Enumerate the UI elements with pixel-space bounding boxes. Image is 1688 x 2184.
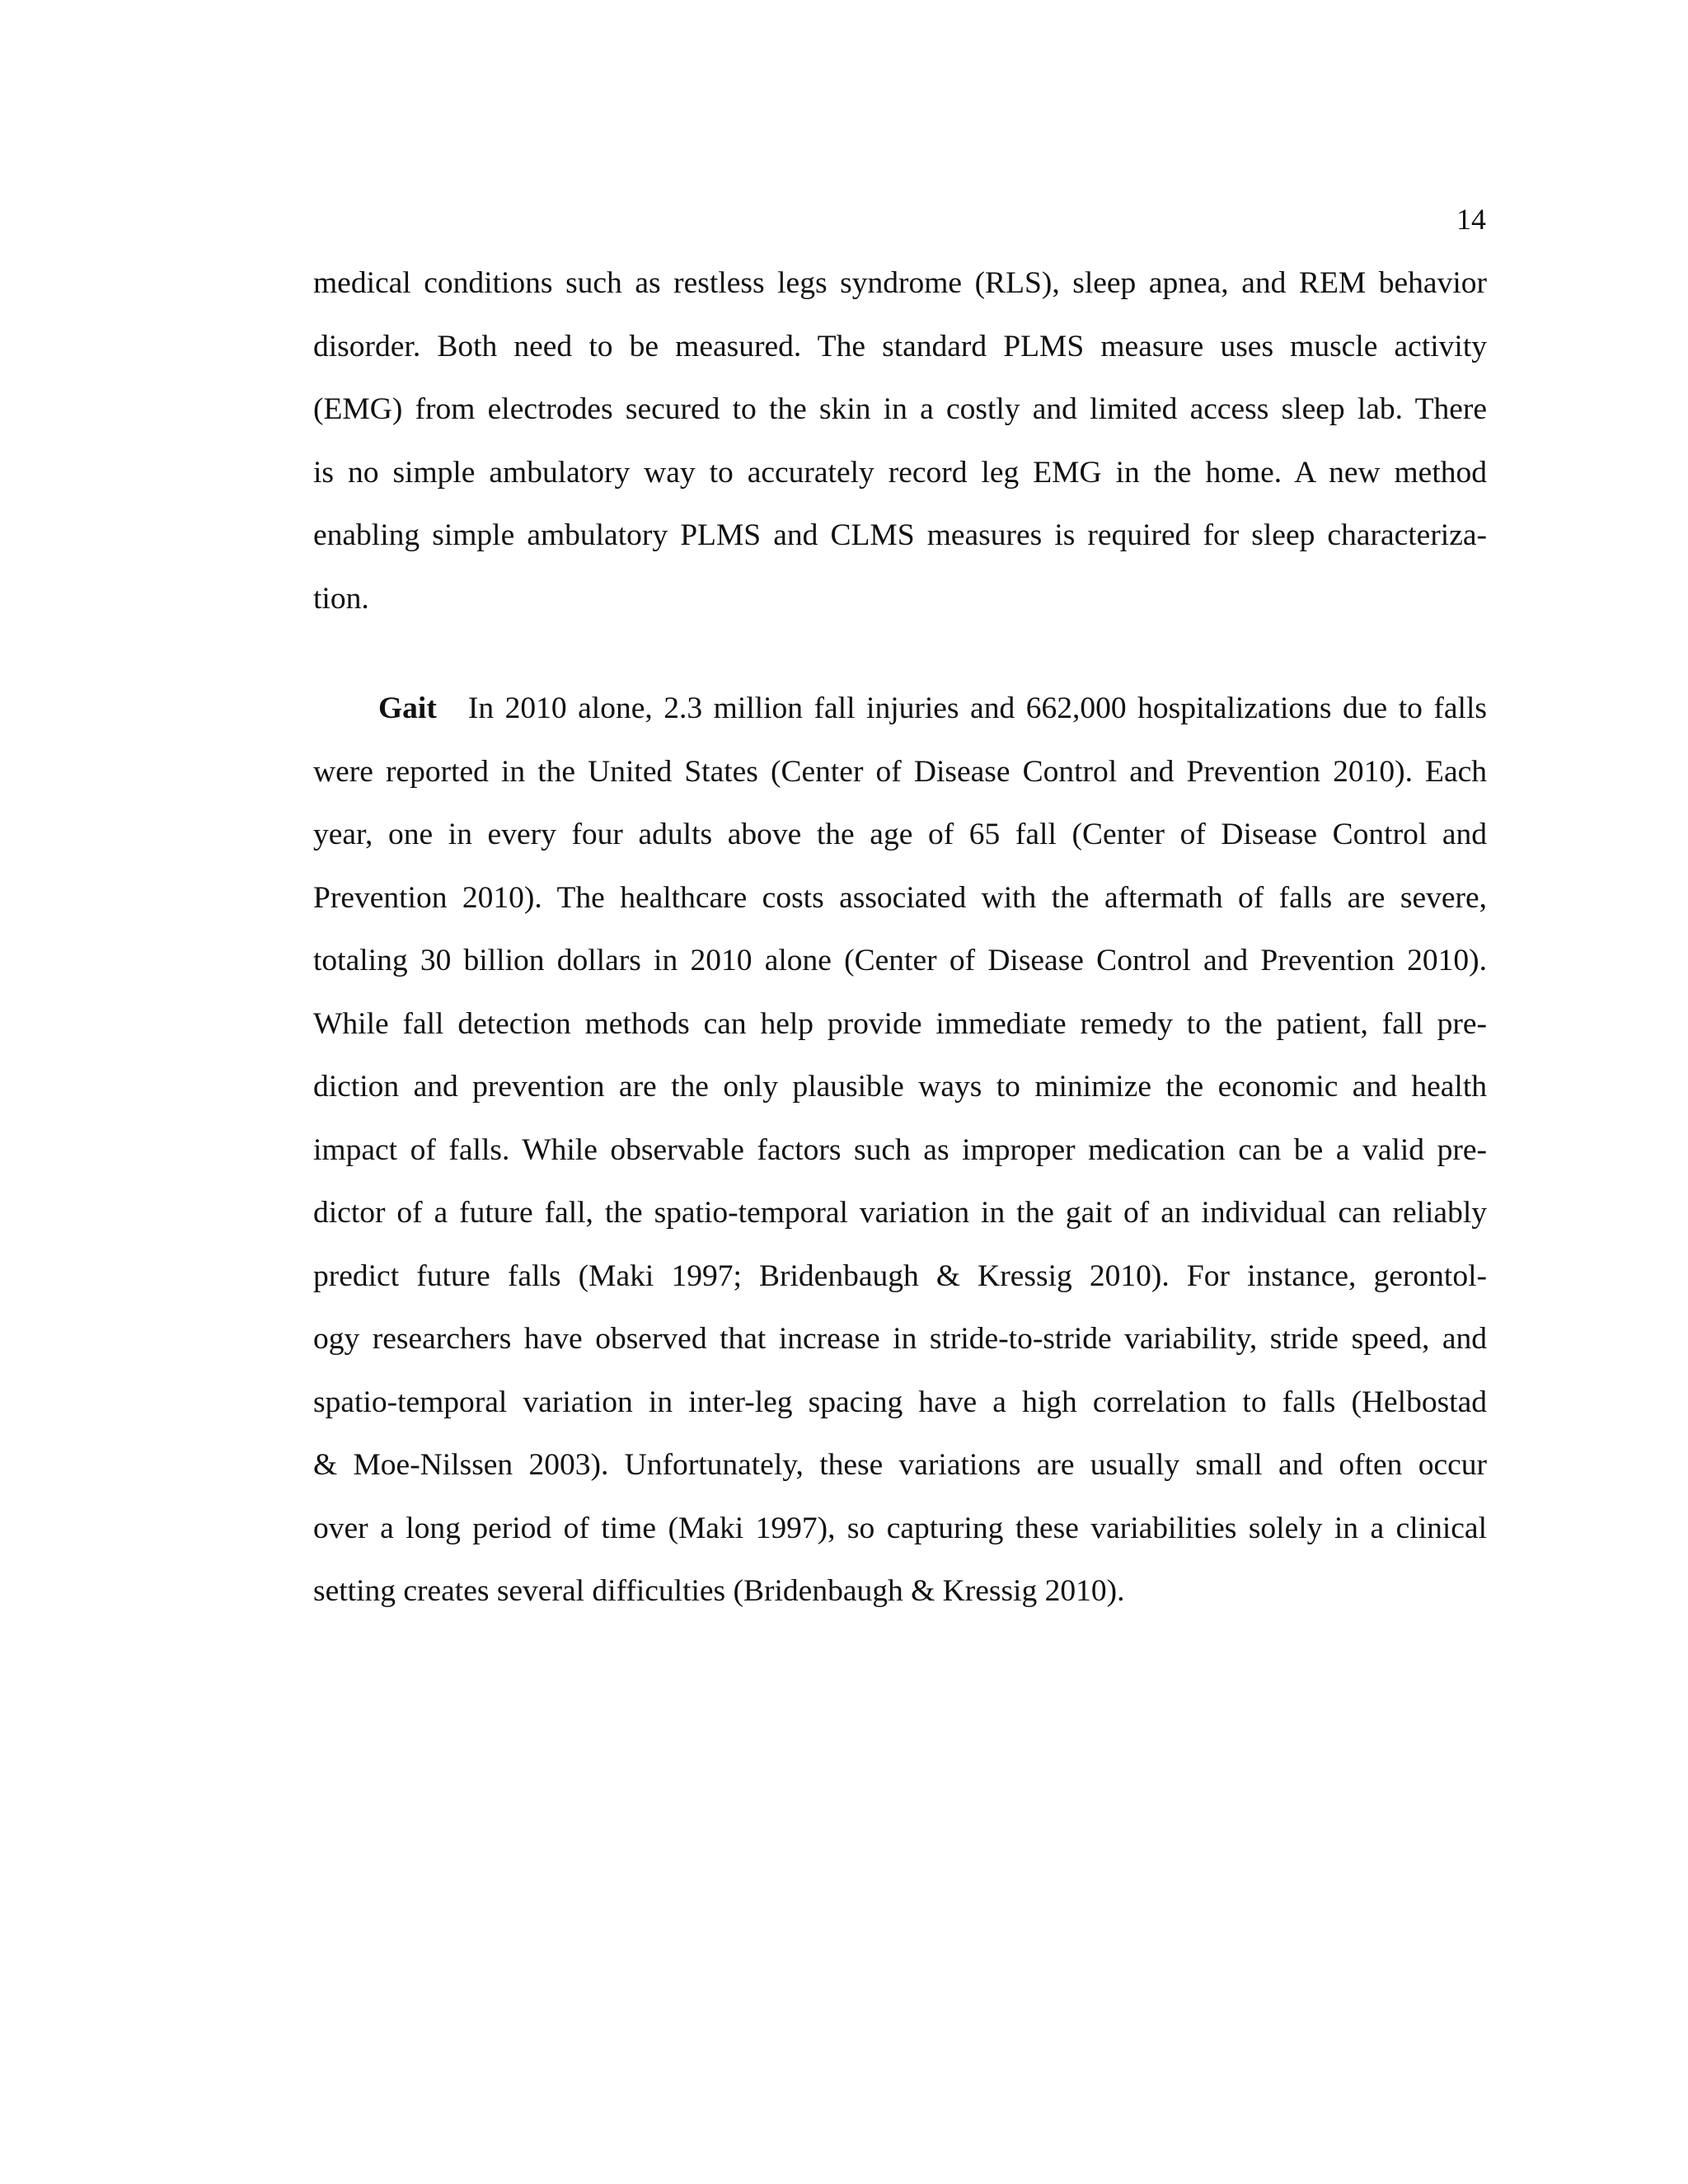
page-number: 14 bbox=[1456, 203, 1486, 236]
text-line: over a long period of time (Maki 1997), so capturing these variabilities solely in a clinical bbox=[313, 1511, 1487, 1545]
text-line: diction and prevention are the only plausible ways to minimize the economic and health bbox=[313, 1070, 1487, 1104]
text-line: ogy researchers have observed that increase in stride-to-stride variability, stride speed, and bbox=[313, 1322, 1487, 1356]
text-line bbox=[313, 677, 1487, 741]
text-line: Prevention 2010). The healthcare costs associated with the aftermath of falls are severe, bbox=[313, 880, 1487, 915]
text-line: totaling 30 billion dollars in 2010 alone (Center of Disease Control and Prevention 2010). bbox=[313, 944, 1487, 977]
text-line: tion. bbox=[313, 581, 369, 616]
section-heading-gait: Gait bbox=[378, 691, 437, 725]
text-line-content: In 2010 alone, 2.3 million fall injuries and 662,000 hospitalizations due to falls bbox=[467, 691, 1487, 725]
text-line: dictor of a future fall, the spatio-temporal variation in the gait of an individual can reliably bbox=[313, 1196, 1487, 1230]
text-line: predict future falls (Maki 1997; Bridenbaugh & Kressig 2010). For instance, gerontol- bbox=[313, 1258, 1487, 1293]
text-line: year, one in every four adults above the age of 65 fall (Center of Disease Control and bbox=[313, 818, 1487, 851]
text-line: While fall detection methods can help provide immediate remedy to the patient, fall pre- bbox=[313, 1006, 1487, 1041]
text-line: setting creates several difficulties (Bridenbaugh & Kressig 2010). bbox=[313, 1574, 1125, 1608]
text-line: medical conditions such as restless legs syndrome (RLS), sleep apnea, and REM behavior bbox=[313, 266, 1487, 300]
text-line: spatio-temporal variation in inter-leg spacing have a high correlation to falls (Helbostad bbox=[313, 1385, 1487, 1419]
text-line: were reported in the United States (Center of Disease Control and Prevention 2010). Each bbox=[313, 754, 1487, 789]
paragraph-sleep-measurement bbox=[313, 252, 1487, 630]
text-line: impact of falls. While observable factors such as improper medication can be a valid pre- bbox=[313, 1132, 1487, 1167]
text-line: enabling simple ambulatory PLMS and CLMS measures is required for sleep characteriza- bbox=[313, 518, 1487, 552]
text-line: (EMG) from electrodes secured to the skin in a costly and limited access sleep lab. There bbox=[313, 392, 1487, 426]
text-line: is no simple ambulatory way to accurately record leg EMG in the home. A new method bbox=[313, 455, 1487, 490]
text-line: disorder. Both need to be measured. The standard PLMS measure uses muscle activity bbox=[313, 329, 1487, 363]
text-line: & Moe-Nilssen 2003). Unfortunately, these variations are usually small and often occur bbox=[313, 1448, 1487, 1482]
paragraph-gait bbox=[313, 677, 1487, 1624]
